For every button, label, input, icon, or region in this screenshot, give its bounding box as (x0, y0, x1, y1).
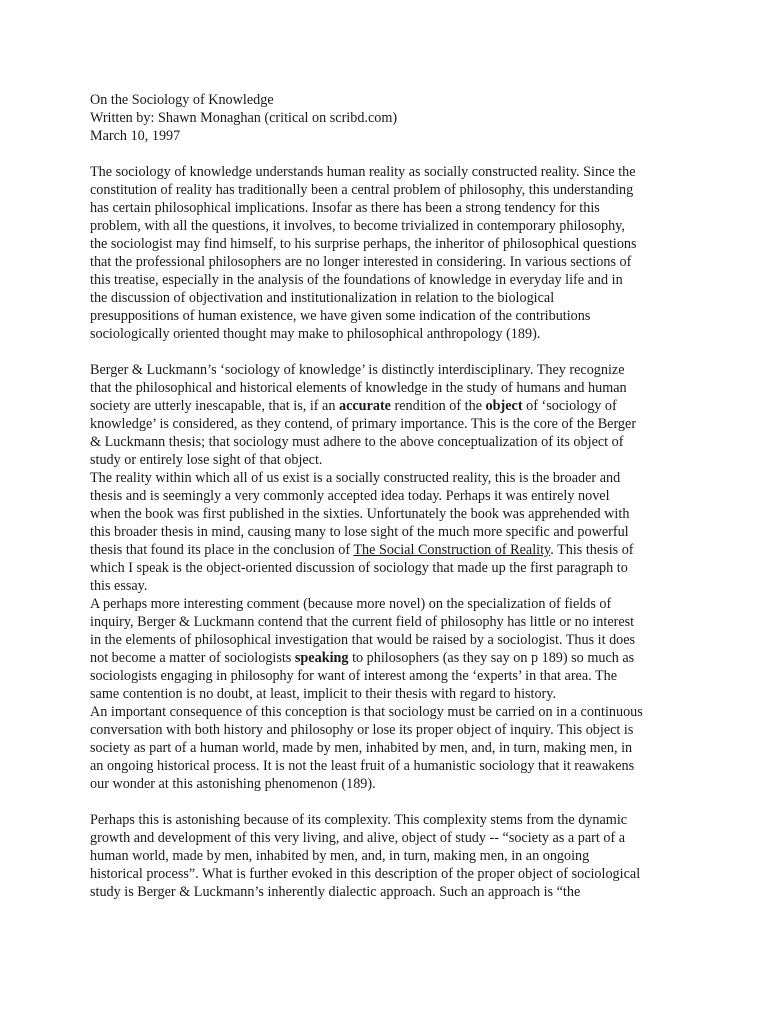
text-line: conversation with both history and philosophy or lose its proper object of inquiry. This object is (90, 722, 634, 738)
text-line: our wonder at this astonishing phenomenon (189). (90, 776, 376, 792)
paragraph-spacer (90, 793, 682, 811)
text-line: problem, with all the questions, it involves, to become trivialized in contemporary philosophy, (90, 218, 625, 234)
text-line: & Luckmann thesis; that sociology must adhere to the above conceptualization of its object of (90, 434, 624, 450)
text-line: which I speak is the object-oriented discussion of sociology that made up the first paragraph to (90, 560, 628, 576)
text-line: An important consequence of this conception is that sociology must be carried on in a continuous (90, 704, 643, 720)
paragraph (90, 163, 682, 343)
text-line: The sociology of knowledge understands human reality as socially constructed reality. Since the (90, 164, 636, 180)
document-page (90, 91, 682, 901)
text-line: inquiry, Berger & Luckmann contend that the current field of philosophy has little or no interest (90, 614, 635, 630)
bold-text: object (485, 398, 523, 414)
text-line: this essay. (90, 578, 148, 594)
paragraph-spacer (90, 343, 682, 361)
paragraph (90, 811, 682, 901)
text-line: same contention is no doubt, at least, implicit to their thesis with regard to history. (90, 686, 557, 702)
document-body (90, 145, 682, 901)
text-line: growth and development of this very living, and alive, object of study -- “society as a part of a (90, 830, 626, 846)
text-line: Berger & Luckmann’s ‘sociology of knowledge’ is distinctly interdisciplinary. They recognize (90, 362, 625, 378)
document-title: On the Sociology of Knowledge (90, 92, 274, 108)
text-line: has certain philosophical implications. Insofar as there has been a strong tendency for this (90, 200, 600, 216)
paragraph-spacer (90, 145, 682, 163)
document-date: March 10, 1997 (90, 128, 181, 144)
bold-text: speaking (294, 650, 349, 666)
text-line: constitution of reality has traditionally been a central problem of philosophy, this understanding (90, 182, 634, 198)
text-line: the discussion of objectivation and institutionalization in relation to the biological (90, 290, 555, 306)
text-line: The reality within which all of us exist is a socially constructed reality, this is the broader and (90, 470, 621, 486)
underlined-book-title: The Social Construction of Reality (353, 542, 551, 558)
bold-text: accurate (338, 398, 391, 414)
text-line: knowledge’ is considered, as they contend, of primary importance. This is the core of the Berger (90, 416, 637, 432)
text-line: study or entirely lose sight of that object. (90, 452, 323, 468)
text-line: thesis that found its place in the conclusion of The Social Construction of Reality. This thesis of (90, 542, 634, 558)
text-line: sociologically oriented thought may make to philosophical anthropology (189). (90, 326, 541, 342)
text-line: in the elements of philosophical investigation that would be raised by a sociologist. Thus it does (90, 632, 636, 648)
text-line: society are utterly inescapable, that is, if an accurate rendition of the object of ‘sociology of (90, 398, 617, 414)
text-line: the sociologist may find himself, to his surprise perhaps, the inheritor of philosophical questions (90, 236, 637, 252)
text-line: thesis and is seemingly a very commonly accepted idea today. Perhaps it was entirely novel (90, 488, 610, 504)
text-line: historical process”. What is further evoked in this description of the proper object of sociological (90, 866, 641, 882)
document-header (90, 91, 682, 145)
text-line: A perhaps more interesting comment (because more novel) on the specialization of fields of (90, 596, 612, 612)
text-line: when the book was first published in the sixties. Unfortunately the book was apprehended with (90, 506, 630, 522)
text-line: study is Berger & Luckmann’s inherently dialectic approach. Such an approach is “the (90, 884, 581, 900)
text-line: not become a matter of sociologists speaking to philosophers (as they say on p 189) so much as (90, 650, 635, 666)
text-line: that the professional philosophers are no longer interested in considering. In various sections of (90, 254, 632, 270)
text-line: Perhaps this is astonishing because of its complexity. This complexity stems from the dynamic (90, 812, 628, 828)
text-line: society as part of a human world, made by men, inhabited by men, and, in turn, making men, in (90, 740, 633, 756)
text-line: sociologists engaging in philosophy for want of interest among the ‘experts’ in that area. The (90, 668, 618, 684)
text-line: human world, made by men, inhabited by men, and, in turn, making men, in an ongoing (90, 848, 590, 864)
paragraph (90, 361, 682, 793)
text-line: presuppositions of human existence, we have given some indication of the contributions (90, 308, 591, 324)
text-line: this treatise, especially in the analysis of the foundations of knowledge in everyday life and in (90, 272, 623, 288)
text-line: an ongoing historical process. It is not the least fruit of a humanistic sociology that it reawakens (90, 758, 635, 774)
text-line: this broader thesis in mind, causing many to lose sight of the much more specific and powerful (90, 524, 629, 540)
document-byline: Written by: Shawn Monaghan (critical on scribd.com) (90, 110, 398, 126)
text-line: that the philosophical and historical elements of knowledge in the study of humans and human (90, 380, 627, 396)
